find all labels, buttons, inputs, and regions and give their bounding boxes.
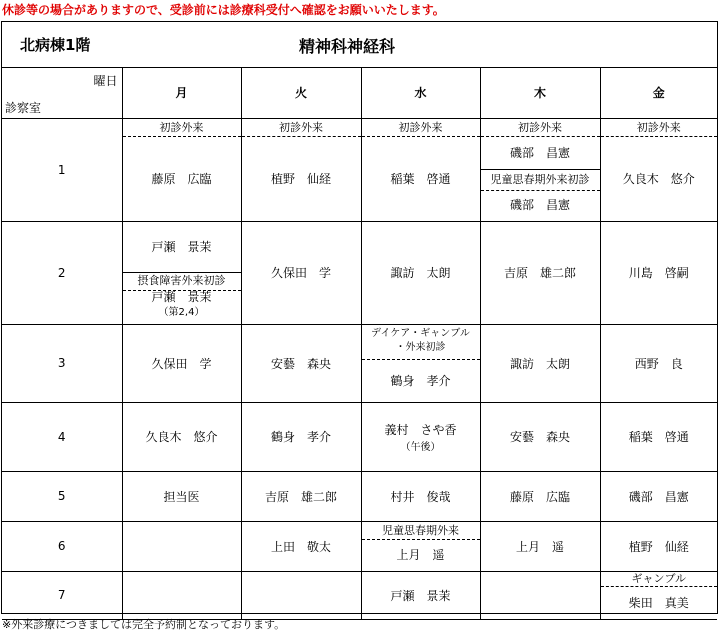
cell-r7-wed: 戸瀬 景茉 [361,571,480,619]
room-number: 7 [2,571,122,619]
room-number: 2 [2,221,122,324]
cell-r4-tue: 鶴身 孝介 [241,402,361,471]
child-outpatient-label: 児童思春期外来初診 [481,169,600,191]
room-number: 1 [2,118,122,221]
cell-r5-thu: 藤原 広臨 [480,471,600,521]
cell-r7-mon [122,571,241,619]
day-tue: 火 [241,68,361,118]
cell-r4-wed [361,402,480,471]
schedule-table-frame [1,21,718,614]
cell-r1-fri [600,118,717,221]
day-fri: 金 [600,68,717,118]
doctor-name: 磯部 昌憲 [509,197,570,212]
shoshin-label: 初診外来 [481,119,600,137]
shoshin-label: 初診外来 [242,119,361,137]
room-row-3 [2,324,717,402]
day-wed: 水 [361,68,480,118]
doctor-name: 磯部 昌憲 [509,145,570,160]
doctor-name: 戸瀬 景茉 [151,289,212,304]
cell-r3-tue: 安藝 森央 [241,324,361,402]
cell-r1-thu [480,118,600,221]
schedule-grid [2,68,717,620]
doctor-name: 久良木 悠介 [622,171,695,186]
cell-r2-thu: 吉原 雄二郎 [480,221,600,324]
day-mon: 月 [122,68,241,118]
room-number: 3 [2,324,122,402]
room-row-4 [2,402,717,471]
doctor-name: 義村 さや香 [384,422,457,437]
shoshin-label: 初診外来 [601,119,718,137]
child-outpatient-label: 児童思春期外来 [362,522,480,540]
daycare-label-line1: デイケア・ギャンブル [371,327,470,339]
cell-r6-tue: 上田 敬太 [241,521,361,571]
doctor-name: 植野 仙経 [270,171,331,186]
cell-r5-mon: 担当医 [122,471,241,521]
afternoon-note: （午後） [400,441,441,453]
daycare-label-line2: ・外来初診 [362,341,480,360]
cell-r2-wed: 諏訪 太朗 [361,221,480,324]
cell-r5-fri: 磯部 昌憲 [600,471,717,521]
doctor-name: 鶴身 孝介 [390,374,451,388]
cell-r2-fri: 川島 啓嗣 [600,221,717,324]
cell-r7-tue [241,571,361,619]
shoshin-label: 初診外来 [362,119,480,137]
doctor-name: 戸瀬 景茉 [151,240,212,254]
cell-r5-wed: 村井 俊哉 [361,471,480,521]
cell-r4-fri: 稲葉 啓通 [600,402,717,471]
cell-r5-tue: 吉原 雄二郎 [241,471,361,521]
cell-r4-thu: 安藝 森央 [480,402,600,471]
room-row-7 [2,571,717,619]
cell-r1-wed [361,118,480,221]
table-header [2,22,717,68]
cell-r3-thu: 諏訪 太朗 [480,324,600,402]
ward-name: 北病棟1階 [20,36,91,54]
cell-r6-fri: 植野 仙経 [600,521,717,571]
cell-r1-tue [241,118,361,221]
room-label: 診察室 [5,100,42,115]
cell-r6-thu: 上月 遥 [480,521,600,571]
day-thu: 木 [480,68,600,118]
room-row-2 [2,221,717,324]
weekday-label: 曜日 [93,74,118,88]
closure-notice: 休診等の場合がありますので、受診前には診療科受付へ確認をお願いいたします。 [2,3,445,17]
eating-disorder-label: 摂食障害外来初診 [123,272,241,291]
cell-r6-wed [361,521,480,571]
cell-r2-mon [122,221,241,324]
cell-r4-mon: 久良木 悠介 [122,402,241,471]
doctor-name: 藤原 広臨 [151,171,212,186]
room-row-1 [2,118,717,221]
cell-r7-thu [480,571,600,619]
doctor-name: 上月 遥 [396,548,445,562]
cell-r3-wed [361,324,480,402]
day-header-row [2,68,717,118]
cell-r7-fri [600,571,717,619]
gambling-label: ギャンブル [601,572,718,587]
cell-r3-fri: 西野 良 [600,324,717,402]
corner-cell [2,68,122,118]
department-name: 精神科神経科 [299,37,396,56]
room-number: 4 [2,402,122,471]
room-number: 5 [2,471,122,521]
schedule-note: （第2,4） [158,306,205,318]
doctor-name: 稲葉 啓通 [390,171,451,186]
room-row-5 [2,471,717,521]
doctor-name: 柴田 真美 [628,595,689,610]
reservation-notice: ※外来診療につきましては完全予約制となっております。 [2,618,286,631]
cell-r2-tue: 久保田 学 [241,221,361,324]
shoshin-label: 初診外来 [123,119,241,137]
cell-r6-mon [122,521,241,571]
cell-r1-mon [122,118,241,221]
room-row-6 [2,521,717,571]
cell-r3-mon: 久保田 学 [122,324,241,402]
room-number: 6 [2,521,122,571]
